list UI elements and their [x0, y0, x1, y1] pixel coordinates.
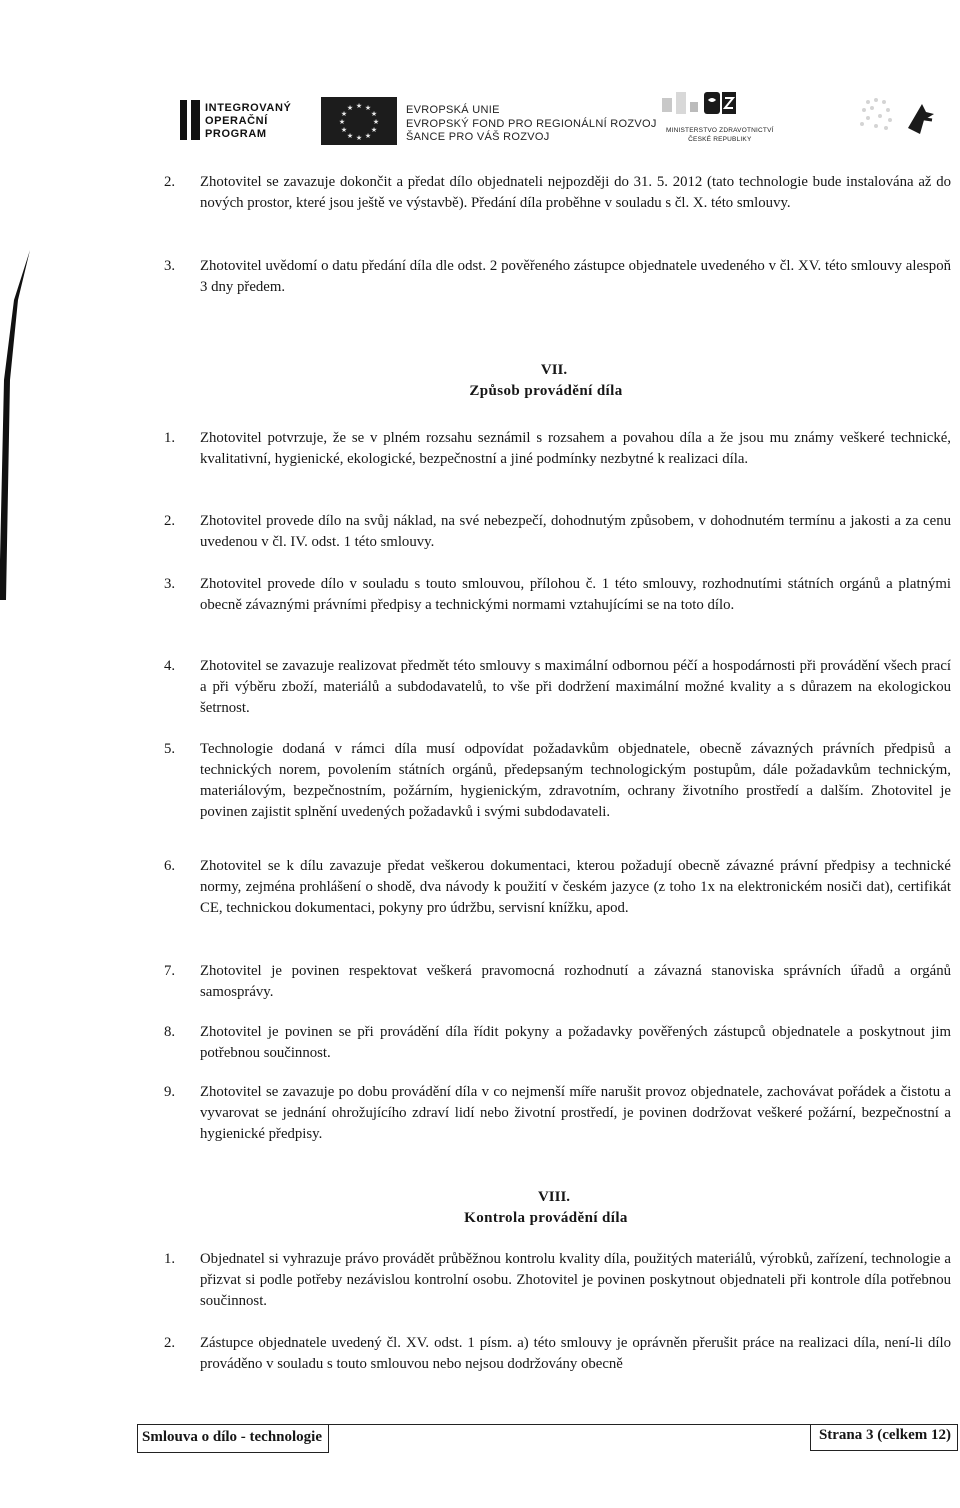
ministry-logo-icon	[660, 88, 740, 124]
footer-page-number: Strana 3 (celkem 12)	[810, 1425, 958, 1451]
s7-item-6-text: Zhotovitel se k dílu zavazuje předat veškerou dokumentaci, kterou požadují obecně závazné právní předpisy a technické normy, zejména prohlášení o shodě, dva návody k použití v českém jazyce (z toho 1x na elektronickém nosiči dat), certifikát CE, technickou dokumentaci, pokyny pro údržbu, servisní knížku, apod.	[200, 858, 951, 916]
footer-document-title: Smlouva o dílo - technologie	[137, 1425, 329, 1453]
s7-item-8-number: 8.	[164, 1024, 176, 1040]
eu-line-2: EVROPSKÝ FOND PRO REGIONÁLNÍ ROZVOJ	[406, 117, 657, 130]
s7-item-4-number: 4.	[164, 658, 176, 674]
section-7-title: Způsob provádění díla	[469, 383, 623, 399]
iop-logo-bars	[180, 100, 200, 140]
item-3-text: Zhotovitel uvědomí o datu předání díla dle odst. 2 pověřeného zástupce objednatele uvedeného v čl. XV. této smlouvy alespoň 3 dny předem.	[200, 258, 951, 295]
svg-text:★: ★	[370, 110, 378, 118]
eu-line-3: ŠANCE PRO VÁŠ ROZVOJ	[406, 131, 550, 143]
s7-item-3-number: 3.	[164, 576, 176, 592]
ministry-line-2: ČESKÉ REPUBLIKY	[688, 136, 752, 143]
item-2-text: Zhotovitel se zavazuje dokončit a předat dílo objednateli nejpozději do 31. 5. 2012 (tato technologie bude instalována až do nových prostor, které jsou ještě ve výstavbě). Předání díla proběhne v souladu s čl. X. této smlouvy.	[200, 174, 951, 211]
s7-item-9-number: 9.	[164, 1084, 176, 1100]
iop-line-1: INTEGROVANÝ	[205, 102, 292, 114]
s7-item-1-number: 1.	[164, 430, 176, 446]
svg-text:★: ★	[340, 110, 348, 118]
svg-text:★: ★	[364, 104, 372, 112]
s8-item-2-text: Zástupce objednatele uvedený čl. XV. odst. 1 písm. a) této smlouvy je oprávněn přerušit práce na realizaci díla, není-li dílo prováděno v souladu s touto smlouvou nebo nejsou dodržovány obecně	[200, 1335, 951, 1372]
hospital-logo-icon	[850, 92, 940, 140]
eu-flag-icon	[321, 97, 397, 145]
eu-line-1: EVROPSKÁ UNIE	[406, 104, 500, 116]
s7-item-3-text: Zhotovitel provede dílo v souladu s touto smlouvou, přílohou č. 1 této smlouvy, rozhodnutími státních orgánů a platnými obecně závaznými právními předpisy a technickými normami vztahujícími se na toto dílo.	[200, 576, 951, 613]
svg-text:★: ★	[355, 102, 363, 110]
ministry-text	[666, 126, 774, 144]
iop-logo-text	[205, 102, 291, 141]
section-8-number: VIII.	[537, 1189, 571, 1205]
s7-item-8-text: Zhotovitel je povinen se při provádění díla řídit pokyny a požadavky pověřených zástupců objednatele a poskytnout jim potřebnou součinnost.	[200, 1024, 951, 1061]
section-8-title: Kontrola provádění díla	[464, 1210, 628, 1226]
item-3-number: 3.	[164, 258, 176, 274]
svg-text:★: ★	[370, 126, 378, 134]
page-header	[0, 92, 960, 152]
section-7-number: VII.	[540, 362, 568, 378]
ministry-line-1: MINISTERSTVO ZDRAVOTNICTVÍ	[666, 127, 774, 134]
svg-text:★: ★	[364, 132, 372, 140]
eu-text	[406, 104, 657, 145]
s7-item-6-number: 6.	[164, 858, 176, 874]
page-footer	[137, 1424, 958, 1453]
scan-edge-mark	[0, 0, 30, 600]
s8-item-1-number: 1.	[164, 1251, 176, 1267]
svg-text:★: ★	[340, 126, 348, 134]
svg-text:★: ★	[372, 118, 380, 126]
s8-item-1-text: Objednatel si vyhrazuje právo provádět průběžnou kontrolu kvality díla, použitých materiálů, výrobků, zařízení, technologie a přizvat si podle potřeby nezávislou kontrolní osobu. Zhotovitel je povinen poskytnout objednateli při kontrole díla potřebnou součinnost.	[200, 1251, 951, 1309]
s7-item-1-text: Zhotovitel potvrzuje, že se v plném rozsahu seznámil s rozsahem a povahou díla a že jsou mu známy veškeré technické, kvalitativní, hygienické, ekologické, bezpečnostní a jiné podmínky nezbytné k realizaci díla.	[200, 430, 951, 467]
svg-text:★: ★	[346, 104, 354, 112]
s7-item-9-text: Zhotovitel se zavazuje po dobu provádění díla v co nejmenší míře narušit provoz objednatele, zachovávat pořádek a čistotu a vyvarovat se jednání ohrožujícího zdraví lidí nebo životní prostředí, je povinen dodržovat veškeré požární, bezpečnostní a hygienické předpisy.	[200, 1084, 951, 1142]
s8-item-2-number: 2.	[164, 1335, 176, 1351]
iop-line-2: OPERAČNÍ	[205, 115, 268, 127]
item-2-number: 2.	[164, 174, 176, 190]
s7-item-7-number: 7.	[164, 963, 176, 979]
iop-line-3: PROGRAM	[205, 128, 267, 140]
svg-text:★: ★	[355, 134, 363, 142]
s7-item-2-number: 2.	[164, 513, 176, 529]
s7-item-7-text: Zhotovitel je povinen respektovat veškerá pravomocná rozhodnutí a závazná stanoviska správních úřadů a orgánů samosprávy.	[200, 963, 951, 1000]
s7-item-4-text: Zhotovitel se zavazuje realizovat předmět této smlouvy s maximální odbornou péčí a hospodárnosti při provádění všech prací a při výběru zboží, materiálů a subdodavatelů, to vše při dodržení maximální možné kvality a s důrazem na ekologickou šetrnost.	[200, 658, 951, 716]
s7-item-5-number: 5.	[164, 741, 176, 757]
s7-item-2-text: Zhotovitel provede dílo na svůj náklad, na své nebezpečí, dohodnutým způsobem, v dohodnutém termínu a jakosti a za cenu uvedenou v čl. IV. odst. 1 této smlouvy.	[200, 513, 951, 550]
svg-text:★: ★	[338, 118, 346, 126]
s7-item-5-text: Technologie dodaná v rámci díla musí odpovídat požadavkům objednatele, obecně závazných právních předpisů a technických norem, povolením státních orgánů, předepsaným technologickým postupům, dále požadavkům technickým, materiálovým, bezpečnostním, požárním, hygienickým, zdravotním, ochrany životního prostředí a dalším. Zhotovitel je povinen zajistit splnění uvedených požadavků i svými subdodavateli.	[200, 741, 951, 820]
svg-text:★: ★	[346, 132, 354, 140]
